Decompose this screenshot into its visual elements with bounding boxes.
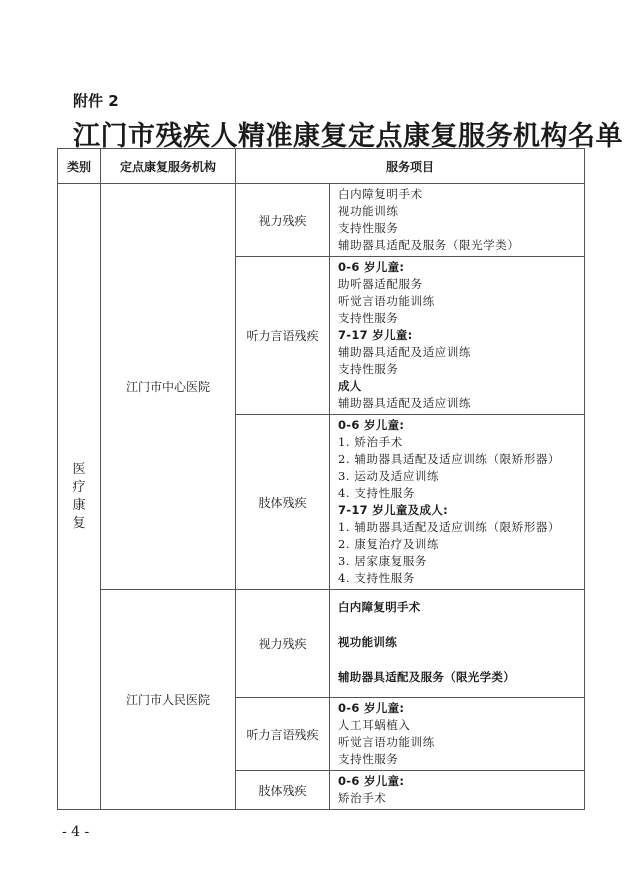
service-items <box>330 415 585 590</box>
service-line: 听觉言语功能训练 <box>338 735 435 749</box>
service-line: 支持性服务 <box>338 221 399 235</box>
service-items <box>330 184 585 257</box>
service-line: 白内障复明手术 <box>338 600 421 614</box>
service-line: 2. 辅助器具适配及适应训练（限矫形器） <box>338 452 561 466</box>
disability-type: 听力言语残疾 <box>236 257 330 415</box>
service-items <box>330 257 585 415</box>
service-line: 0-6 岁儿童: <box>338 774 405 788</box>
service-line: 视功能训练 <box>338 635 397 649</box>
service-line: 0-6 岁儿童: <box>338 418 405 432</box>
service-items <box>330 771 585 810</box>
page-number: - 4 - <box>62 824 90 840</box>
table-row <box>58 184 585 257</box>
service-line: 辅助器具适配及服务（限光学类） <box>338 670 515 684</box>
service-line: 7-17 岁儿童及成人: <box>338 503 448 517</box>
service-line: 支持性服务 <box>338 311 399 325</box>
service-line: 听觉言语功能训练 <box>338 294 435 308</box>
service-line: 4. 支持性服务 <box>338 486 415 500</box>
service-line: 支持性服务 <box>338 362 399 376</box>
header-institution: 定点康复服务机构 <box>101 149 236 184</box>
disability-type: 肢体残疾 <box>236 771 330 810</box>
service-line: 视功能训练 <box>338 204 399 218</box>
service-line: 7-17 岁儿童: <box>338 328 413 342</box>
service-line: 1. 辅助器具适配及适应训练（限矫形器） <box>338 520 561 534</box>
disability-type: 肢体残疾 <box>236 415 330 590</box>
service-line: 0-6 岁儿童: <box>338 701 405 715</box>
service-line: 3. 居家康复服务 <box>338 554 428 568</box>
service-line: 辅助器具适配及适应训练 <box>338 345 472 359</box>
service-items <box>330 590 585 698</box>
service-line: 2. 康复治疗及训练 <box>338 537 440 551</box>
service-line: 3. 运动及适应训练 <box>338 469 440 483</box>
service-line: 4. 支持性服务 <box>338 571 415 585</box>
disability-type: 听力言语残疾 <box>236 698 330 771</box>
service-line: 支持性服务 <box>338 752 399 766</box>
service-line: 助听器适配服务 <box>338 277 423 291</box>
service-line: 人工耳蜗植入 <box>338 718 411 732</box>
header-items: 服务项目 <box>236 149 585 184</box>
table-header-row <box>58 149 585 184</box>
attachment-label: 附件 2 <box>73 92 119 110</box>
disability-type: 视力残疾 <box>236 184 330 257</box>
category-char: 康 <box>72 497 86 513</box>
header-category: 类别 <box>58 149 101 184</box>
disability-type: 视力残疾 <box>236 590 330 698</box>
institution-table <box>57 148 585 810</box>
category-cell <box>58 184 101 810</box>
category-char: 医 <box>72 461 86 477</box>
institution-name: 江门市中心医院 <box>101 184 236 590</box>
service-line: 成人 <box>338 379 362 393</box>
service-line: 辅助器具适配及服务（限光学类） <box>338 238 520 252</box>
institution-name: 江门市人民医院 <box>101 590 236 810</box>
service-line: 0-6 岁儿童: <box>338 260 405 274</box>
page-title: 江门市残疾人精准康复定点康复服务机构名单 <box>73 121 623 152</box>
table-row <box>58 590 585 698</box>
category-char: 复 <box>72 515 86 531</box>
service-line: 辅助器具适配及适应训练 <box>338 396 472 410</box>
service-line: 1. 矫治手术 <box>338 435 403 449</box>
service-items <box>330 698 585 771</box>
category-char: 疗 <box>72 479 86 495</box>
service-line: 矫治手术 <box>338 791 387 805</box>
service-line: 白内障复明手术 <box>338 187 423 201</box>
